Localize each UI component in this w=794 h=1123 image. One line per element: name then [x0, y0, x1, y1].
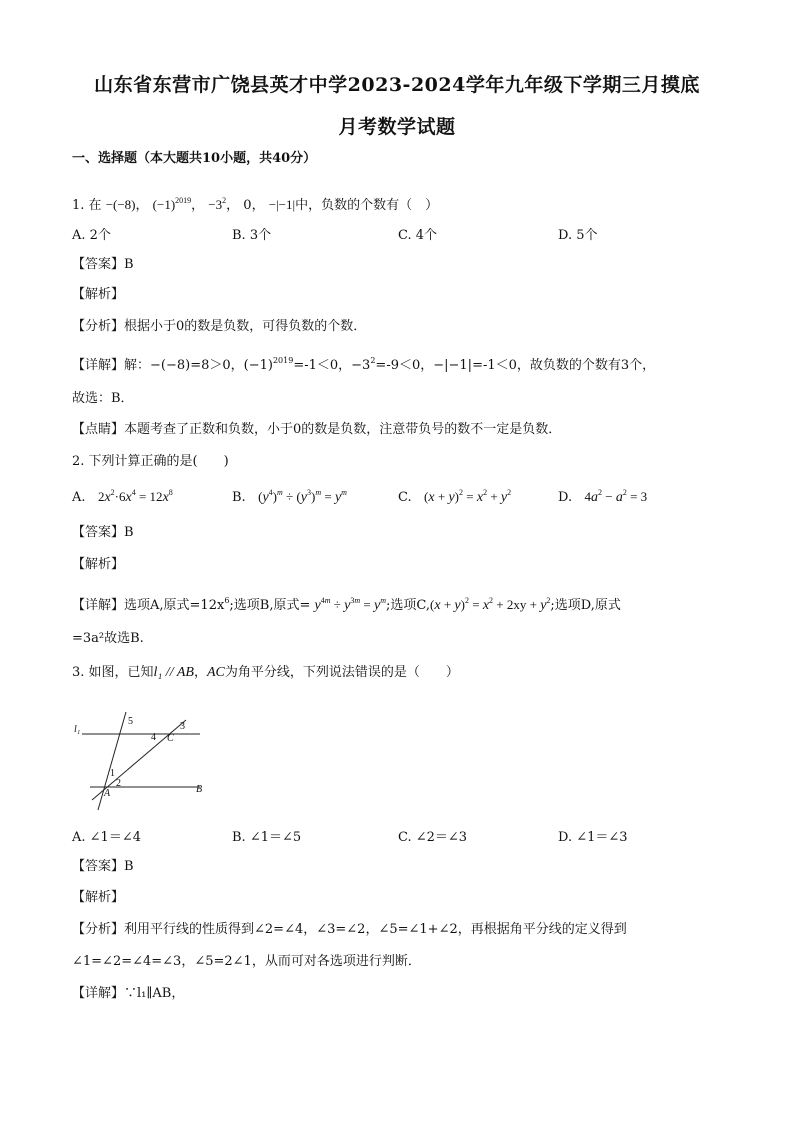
q3-option-b: B. ∠1＝∠5 [232, 830, 302, 845]
q3-analysis-tag: 【解析】 [72, 890, 125, 905]
q1-dianjing: 【点睛】本题考查了正数和负数，小于0的数是负数，注意带负号的数不一定是负数． [72, 422, 562, 437]
q2-option-d: D. $4a^2 - a^2 = 3$ [558, 488, 648, 505]
answer-value: B [124, 257, 134, 272]
q1-expr-a: −(−8) [105, 197, 136, 212]
q3-fenxi-line1: 【分析】利用平行线的性质得到∠2=∠4，∠3=∠2，∠5=∠1+∠2，再根据角平分线的定义得到 [72, 922, 627, 937]
q1-xiangjie-end: 故选：B． [72, 391, 134, 406]
q1-analysis-tag: 【解析】 [72, 287, 125, 302]
q1-prefix: 1. 在 [72, 198, 102, 213]
label-l1: l₁ [74, 724, 81, 735]
transversal-line [98, 712, 126, 810]
q2-analysis-tag: 【解析】 [72, 557, 125, 572]
q1-expr-c: $-3^2$ [208, 196, 227, 212]
q3-option-c: C. ∠2＝∠3 [398, 830, 468, 845]
label-5: 5 [128, 716, 133, 727]
q1-answer [72, 256, 134, 274]
q3-option-a: A. ∠1＝∠4 [72, 830, 141, 845]
q2-xiangjie: 【详解】选项A,原式$=12x^6$;选项B,原式= $y^{4m} \div y^{3m} = y^m$;选项$C,(x + y)^2 = x^2 + 2xy + y^2$;选项D,原式 [72, 596, 621, 613]
q3-answer: 【答案】B [72, 859, 134, 874]
label-1: 1 [110, 768, 115, 779]
q1-option-c: C. 4个 [398, 228, 438, 243]
q1-suffix: 中，负数的个数有（ ） [295, 198, 439, 213]
q3-xiangjie: 【详解】∵l₁∥AB， [72, 986, 185, 1001]
label-2: 2 [116, 778, 121, 789]
document-title-line2: 月考数学试题 [338, 116, 456, 138]
q2-formula-b: $(y^4)^m \div (y^3)^m = y^m$ [258, 488, 347, 505]
q3-option-d: D. ∠1＝∠3 [558, 830, 628, 845]
label-c: C [167, 733, 174, 744]
q1-option-b: B. 3个 [232, 228, 272, 243]
q3-stem: 3. 如图，已知l₁ // AB，AC为角平分线，下列说法错误的是（ ） [72, 665, 459, 680]
q1-expr-e: −|−1| [268, 197, 296, 212]
q2-answer: 【答案】B [72, 525, 134, 540]
section-heading: 一、选择题（本大题共10小题，共40分） [72, 151, 317, 166]
q3-fenxi-line2: ∠1=∠2=∠4=∠3，∠5=2∠1，从而可对各选项进行判断． [72, 954, 421, 969]
q3-parallel: l₁ // AB [153, 665, 194, 680]
label-3: 3 [180, 721, 185, 732]
label-a: A [104, 788, 111, 799]
q2-option-a: A. $2x^2\cdot 6x^4 = 12x^8$ [72, 488, 173, 505]
q2-stem: 2. 下列计算正确的是( ) [72, 454, 229, 469]
q1-option-d: D. 5个 [558, 228, 598, 243]
q2-formula-d: $4a^2 - a^2 = 3$ [584, 488, 648, 505]
q2-formula-c: $(x + y)^2 = x^2 + y^2$ [424, 488, 512, 505]
q2-option-c: C. $(x + y)^2 = x^2 + y^2$ [398, 488, 512, 505]
q1-expr-b: $(-1)^{2019}$ [152, 196, 192, 212]
q2-option-b: B. $(y^4)^m \div (y^3)^m = y^m$ [232, 488, 347, 505]
label-4: 4 [151, 732, 156, 743]
q2-xiangjie-end: =3a²故选B. [72, 631, 144, 646]
q1-expr-d: 0 [243, 198, 252, 213]
q3-ac: AC [206, 665, 225, 680]
q1-option-a: A. 2个 [72, 228, 111, 243]
q2-formula-a: $2x^2\cdot 6x^4 = 12x^8$ [97, 488, 173, 505]
document-title-line1: 山东省东营市广饶县英才中学2023-2024学年九年级下学期三月摸底 [94, 74, 700, 96]
q1-stem: 1. 在 −(−8)， $(-1)^{2019}$， $-3^2$， 0， −|−1|中，负数的个数有（ ） [72, 196, 439, 213]
q3-geometry-diagram [72, 712, 222, 812]
answer-tag: 【答案】 [72, 257, 125, 272]
q1-fenxi: 【分析】根据小于0的数是负数，可得负数的个数． [72, 319, 367, 334]
q1-xiangjie: 【详解】解：−(−8)=8＞0，$(-1)^{2019}=-1<0$，$-3^2=-9<0$，−|−1|=-1＜0，故负数的个数有3个， [72, 356, 656, 373]
label-b: B [196, 784, 203, 795]
